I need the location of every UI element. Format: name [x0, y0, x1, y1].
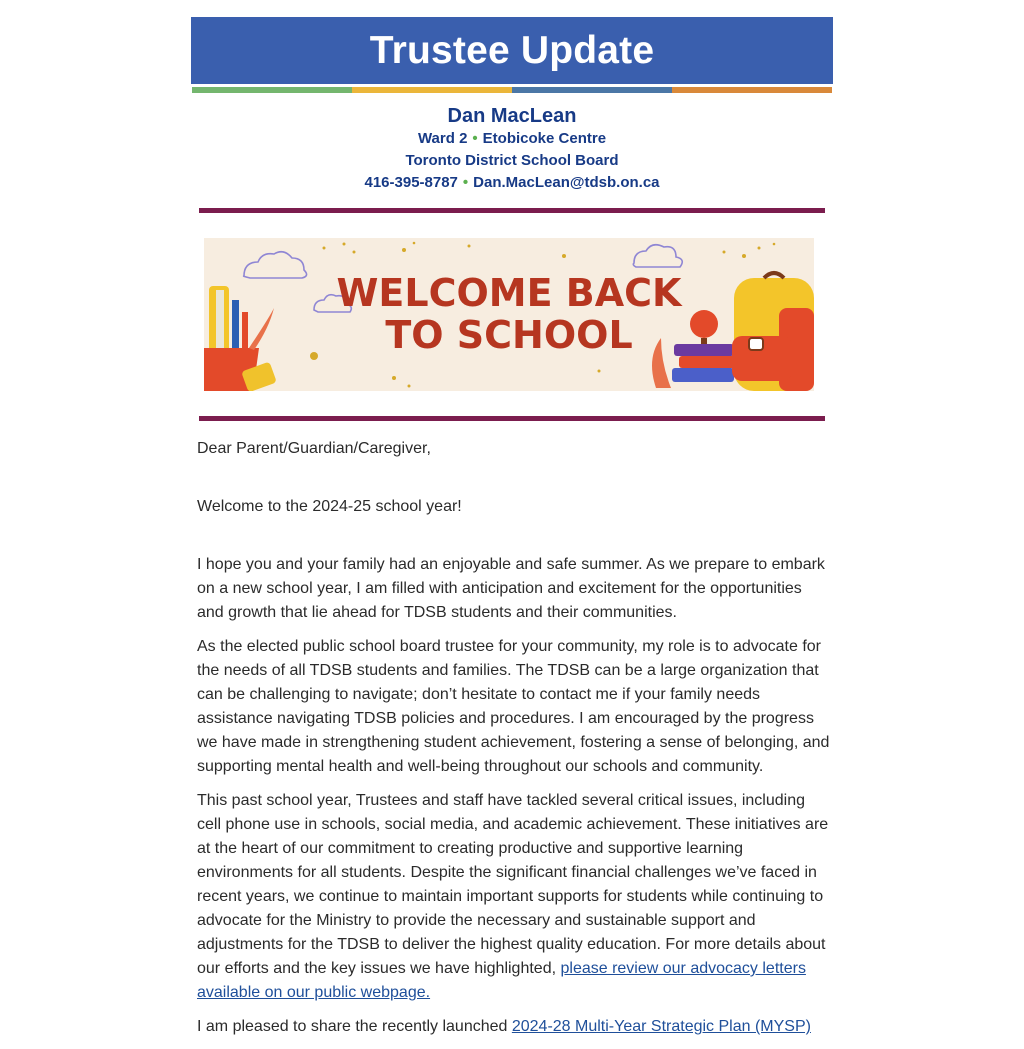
- separator-dot: •: [462, 174, 469, 191]
- greeting: Dear Parent/Guardian/Caregiver,: [197, 440, 431, 457]
- email-link[interactable]: Dan.MacLean@tdsb.on.ca: [473, 174, 660, 191]
- stripe-yellow: [352, 87, 512, 93]
- stripe-green: [192, 87, 352, 93]
- separator-dot: •: [472, 130, 478, 147]
- trustee-name: Dan MacLean: [447, 105, 577, 127]
- hero-line-2: TO SCHOOL: [385, 313, 633, 357]
- paragraph-issues: [197, 789, 831, 1005]
- color-stripes: [192, 87, 832, 93]
- trustee-contact: [191, 104, 833, 194]
- ward-line: [191, 128, 833, 150]
- riding: Etobicoke Centre: [482, 130, 607, 147]
- phone-email-line: [191, 172, 833, 194]
- backpack-icon: [732, 273, 814, 391]
- paragraph-issues-text: This past school year, Trustees and staff have tackled several critical issues, including cell phone use in schools, social media, and academic achievement. These initiatives are at the heart of our commitment to creating productive and supportive learning environments for all students. Despite the significant financial challenges we’ve faced in recent years, we continue to maintain important supports for students while continuing to advocate for the Ministry to provide the necessary and sustainable support and adjustments for the TDSB to deliver the highest quality education. For more details about our efforts and the key issues we have highlighted,: [197, 792, 829, 977]
- letter-body: [197, 437, 831, 1049]
- phone-number[interactable]: 416-395-8787: [364, 174, 458, 191]
- hero-line-1: WELCOME BACK: [336, 271, 682, 315]
- paragraph-mysp-text: I am pleased to share the recently launched: [197, 1018, 512, 1035]
- paragraph-mysp: [197, 1015, 831, 1039]
- strategic-plan-link[interactable]: 2024-28 Multi-Year Strategic Plan (MYSP): [511, 1018, 811, 1035]
- newsletter: [191, 17, 833, 421]
- paragraph-summer: I hope you and your family had an enjoyable and safe summer. As we prepare to embark on a new school year, I am filled with anticipation and excitement for the opportunities and growth that lie ahead for TDSB students and their communities.: [197, 556, 825, 621]
- stripe-orange: [672, 87, 832, 93]
- stripe-blue: [512, 87, 672, 93]
- top-divider: [199, 208, 825, 213]
- ward: Ward 2: [417, 130, 468, 147]
- paragraph-role: As the elected public school board trustee for your community, my role is to advocate for the needs of all TDSB students and families. The TDSB can be a large organization that can be challenging to navigate; don’t hesitate to contact me if your family needs assistance navigating TDSB policies and procedures. I am encouraged by the progress we have made in strengthening student achievement, fostering a sense of belonging, and supporting mental health and well-being throughout our schools and community.: [197, 638, 830, 775]
- title-banner: [191, 17, 833, 84]
- advocacy-letters-link[interactable]: please review our advocacy letters available on our public webpage.: [197, 960, 806, 1001]
- newsletter-title: Trustee Update: [369, 28, 655, 72]
- welcome-back-banner-image: [204, 238, 814, 391]
- bottom-divider: [199, 416, 825, 421]
- welcome-line: Welcome to the 2024-25 school year!: [197, 498, 462, 515]
- welcome-illustration: [204, 238, 814, 391]
- board-name: Toronto District School Board: [405, 152, 619, 169]
